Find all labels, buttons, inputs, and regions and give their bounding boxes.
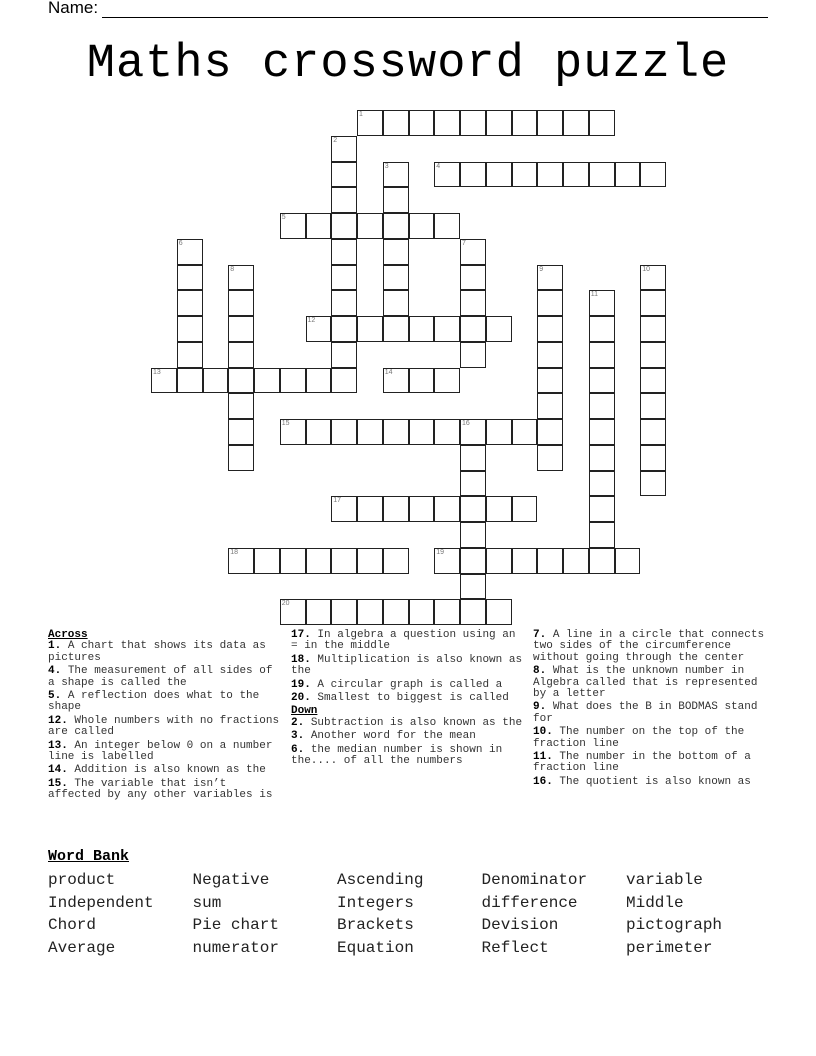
- clue-number: 15: [281, 420, 290, 427]
- grid-cell[interactable]: [563, 548, 589, 574]
- grid-cell[interactable]: [177, 290, 203, 316]
- name-label: Name:: [48, 0, 99, 17]
- grid-cell[interactable]: [486, 599, 512, 625]
- grid-cell[interactable]: [383, 239, 409, 265]
- clue-down-16: 16. The quotient is also known as: [533, 775, 751, 788]
- grid-cell[interactable]: [434, 496, 460, 522]
- grid-cell[interactable]: [486, 162, 512, 188]
- grid-cell[interactable]: [589, 290, 615, 316]
- grid-cell[interactable]: [409, 110, 435, 136]
- clue-across-20: 20. Smallest to biggest is called: [291, 692, 509, 705]
- grid-cell[interactable]: [460, 496, 486, 522]
- grid-cell[interactable]: [537, 342, 563, 368]
- word-bank-item: Ascending: [337, 871, 424, 889]
- grid-cell[interactable]: [383, 316, 409, 342]
- grid-cell[interactable]: [537, 290, 563, 316]
- grid-cell[interactable]: [460, 342, 486, 368]
- grid-cell[interactable]: [434, 368, 460, 394]
- grid-cell[interactable]: [537, 162, 563, 188]
- grid-cell[interactable]: [434, 599, 460, 625]
- grid-cell[interactable]: [589, 162, 615, 188]
- grid-cell[interactable]: [434, 419, 460, 445]
- grid-cell[interactable]: [589, 496, 615, 522]
- grid-cell[interactable]: [331, 599, 357, 625]
- clue-number: 10: [642, 265, 651, 273]
- grid-cell[interactable]: [331, 419, 357, 445]
- grid-cell[interactable]: [383, 496, 409, 522]
- grid-cell[interactable]: [589, 419, 615, 445]
- grid-cell[interactable]: [615, 548, 641, 574]
- grid-cell[interactable]: [486, 316, 512, 342]
- grid-cell[interactable]: [306, 599, 332, 625]
- grid-cell[interactable]: [331, 265, 357, 291]
- clue-number: 7: [462, 239, 466, 247]
- grid-cell[interactable]: [280, 419, 306, 445]
- grid-cell[interactable]: [228, 393, 254, 419]
- clue-down-7: 7. A line in a circle that connects two sides of the circumference without going through the center: [533, 629, 765, 664]
- clue-number: 6: [178, 239, 183, 247]
- grid-cell[interactable]: [589, 471, 615, 497]
- clue-number: 12: [307, 317, 316, 324]
- word-bank: [48, 869, 771, 960]
- word-bank-item: Reflect: [481, 939, 549, 958]
- grid-cell[interactable]: [460, 290, 486, 316]
- grid-cell[interactable]: [177, 239, 203, 265]
- grid-cell[interactable]: [383, 110, 409, 136]
- clue-down-10: 10. The number on the top of the fraction line: [533, 726, 745, 750]
- grid-cell[interactable]: [460, 110, 486, 136]
- clue-across-17: 17. In algebra a question using an = in the middle: [291, 629, 516, 653]
- clue-number: 2: [333, 136, 338, 144]
- grid-cell[interactable]: [434, 162, 460, 188]
- clues-column-2: [291, 630, 527, 769]
- grid-cell[interactable]: [589, 522, 615, 548]
- clue-number: 8: [230, 265, 235, 273]
- word-bank-item: Equation: [337, 939, 414, 958]
- grid-cell[interactable]: [537, 419, 563, 445]
- grid-cell[interactable]: [228, 368, 254, 394]
- grid-cell[interactable]: [280, 213, 306, 239]
- word-bank-item: perimeter: [626, 939, 713, 958]
- clue-number: 1: [359, 111, 363, 118]
- grid-cell[interactable]: [640, 445, 666, 471]
- clue-across-1: 1. A chart that shows its data as pictures: [48, 640, 266, 664]
- grid-cell[interactable]: [357, 548, 383, 574]
- grid-cell[interactable]: [331, 496, 357, 522]
- grid-cell[interactable]: [331, 239, 357, 265]
- grid-cell[interactable]: [563, 162, 589, 188]
- grid-cell[interactable]: [383, 548, 409, 574]
- grid-cell[interactable]: [280, 599, 306, 625]
- grid-cell[interactable]: [486, 548, 512, 574]
- clue-number: 17: [333, 497, 342, 505]
- grid-cell[interactable]: [460, 522, 486, 548]
- grid-cell[interactable]: [434, 110, 460, 136]
- grid-cell[interactable]: [228, 419, 254, 445]
- grid-cell[interactable]: [254, 368, 280, 394]
- word-bank-item: Chord: [48, 916, 97, 935]
- grid-cell[interactable]: [383, 599, 409, 625]
- clue-down-2: 2. Subtraction is also known as the: [291, 716, 523, 729]
- grid-cell[interactable]: [589, 110, 615, 136]
- grid-cell[interactable]: [589, 393, 615, 419]
- grid-cell[interactable]: [537, 316, 563, 342]
- grid-cell[interactable]: [563, 110, 589, 136]
- grid-cell[interactable]: [357, 419, 383, 445]
- grid-cell[interactable]: [409, 213, 435, 239]
- clue-number: 19: [436, 548, 445, 556]
- grid-cell[interactable]: [537, 548, 563, 574]
- grid-cell[interactable]: [331, 368, 357, 394]
- clue-down-8: 8. What is the unknown number in Algebra called that is represented by a letter: [533, 665, 758, 701]
- clue-across-14: 14. Addition is also known as the: [48, 764, 266, 777]
- grid-cell[interactable]: [331, 162, 357, 188]
- grid-cell[interactable]: [203, 368, 229, 394]
- grid-cell[interactable]: [640, 368, 666, 394]
- grid-cell[interactable]: [383, 368, 409, 394]
- grid-cell[interactable]: [280, 368, 306, 394]
- grid-cell[interactable]: [228, 316, 254, 342]
- grid-cell[interactable]: [228, 548, 254, 574]
- grid-cell[interactable]: [306, 419, 332, 445]
- word-bank-item: Brackets: [337, 916, 414, 935]
- grid-cell[interactable]: [589, 445, 615, 471]
- across-heading: Across: [48, 629, 88, 641]
- grid-cell[interactable]: [331, 316, 357, 342]
- clue-across-5: 5. A reflection does what to the shape: [48, 690, 260, 714]
- clue-across-13: 13. An integer below 0 on a number line is labelled: [48, 739, 273, 764]
- clue-across-4: 4. The measurement of all sides of a shape is called the: [48, 665, 273, 689]
- grid-cell[interactable]: [383, 419, 409, 445]
- grid-cell[interactable]: [512, 496, 538, 522]
- grid-cell[interactable]: [589, 548, 615, 574]
- grid-cell[interactable]: [640, 342, 666, 368]
- word-bank-item: Negative: [192, 871, 270, 889]
- grid-cell[interactable]: [177, 265, 203, 291]
- grid-cell[interactable]: [228, 342, 254, 368]
- grid-cell[interactable]: [640, 265, 666, 291]
- grid-cell[interactable]: [409, 599, 435, 625]
- word-bank-item: numerator: [192, 939, 279, 958]
- grid-cell[interactable]: [486, 419, 512, 445]
- clues-column-1: [48, 630, 284, 804]
- grid-cell[interactable]: [306, 368, 332, 394]
- grid-cell[interactable]: [640, 316, 666, 342]
- grid-cell[interactable]: [331, 290, 357, 316]
- grid-cell[interactable]: [537, 393, 563, 419]
- grid-cell[interactable]: [589, 342, 615, 368]
- grid-cell[interactable]: [460, 599, 486, 625]
- grid-cell[interactable]: [640, 419, 666, 445]
- clue-down-9: 9. What does the B in BODMAS stand for: [533, 701, 758, 725]
- clue-number: 11: [590, 291, 599, 299]
- grid-cell[interactable]: [357, 496, 383, 522]
- word-bank-item: Devision: [481, 916, 559, 935]
- grid-cell[interactable]: [460, 162, 486, 188]
- clue-number: 14: [384, 368, 393, 376]
- clue-number: 9: [539, 265, 544, 273]
- grid-cell[interactable]: [460, 239, 486, 265]
- grid-cell[interactable]: [409, 316, 435, 342]
- grid-cell[interactable]: [537, 445, 563, 471]
- down-heading: Down: [291, 705, 318, 718]
- grid-cell[interactable]: [306, 548, 332, 574]
- word-bank-item: sum: [192, 893, 222, 912]
- grid-cell[interactable]: [512, 419, 538, 445]
- grid-cell[interactable]: [383, 162, 409, 188]
- grid-cell[interactable]: [512, 548, 538, 574]
- grid-cell[interactable]: [640, 471, 666, 497]
- clue-across-12: 12. Whole numbers with no fractions are called: [48, 714, 280, 739]
- grid-cell[interactable]: [177, 368, 203, 394]
- word-bank-item: difference: [481, 893, 578, 912]
- grid-cell[interactable]: [228, 445, 254, 471]
- grid-cell[interactable]: [589, 368, 615, 394]
- clues-column-3: [533, 630, 769, 790]
- clue-number: 4: [436, 162, 441, 170]
- grid-cell[interactable]: [460, 419, 486, 445]
- grid-cell[interactable]: [280, 548, 306, 574]
- grid-cell[interactable]: [228, 265, 254, 291]
- grid-cell[interactable]: [615, 162, 641, 188]
- grid-cell[interactable]: [357, 110, 383, 136]
- grid-cell[interactable]: [357, 316, 383, 342]
- grid-cell[interactable]: [537, 368, 563, 394]
- grid-cell[interactable]: [383, 265, 409, 291]
- grid-cell[interactable]: [357, 599, 383, 625]
- grid-cell[interactable]: [331, 342, 357, 368]
- grid-cell[interactable]: [640, 162, 666, 188]
- grid-cell[interactable]: [434, 213, 460, 239]
- clue-across-19: 19. A circular graph is called a: [291, 678, 503, 691]
- grid-cell[interactable]: [486, 110, 512, 136]
- grid-cell[interactable]: [306, 213, 332, 239]
- grid-cell[interactable]: [640, 290, 666, 316]
- word-bank-item: Pie chart: [192, 916, 279, 935]
- grid-cell[interactable]: [434, 316, 460, 342]
- grid-cell[interactable]: [409, 368, 435, 394]
- clue-number: 18: [230, 548, 239, 556]
- grid-cell[interactable]: [151, 368, 177, 394]
- grid-cell[interactable]: [537, 265, 563, 291]
- word-bank-item: Independent: [48, 893, 154, 912]
- grid-cell[interactable]: [331, 136, 357, 162]
- clue-number: 3: [384, 162, 389, 170]
- grid-cell[interactable]: [177, 342, 203, 368]
- grid-cell[interactable]: [640, 393, 666, 419]
- word-bank-item: pictograph: [626, 916, 723, 935]
- grid-cell[interactable]: [306, 316, 332, 342]
- grid-cell[interactable]: [460, 316, 486, 342]
- grid-cell[interactable]: [486, 496, 512, 522]
- clue-across-15: 15. The variable that isn’t affected by any other variables is: [48, 777, 273, 802]
- page-title: Maths crossword puzzle: [86, 38, 730, 91]
- grid-cell[interactable]: [254, 548, 280, 574]
- clue-down-3: 3. Another word for the mean: [291, 730, 476, 743]
- word-bank-item: Denominator: [481, 871, 588, 889]
- word-bank-item: Average: [48, 939, 116, 958]
- clue-down-6: 6. the median number is shown in the.... of all the numbers: [291, 743, 503, 768]
- grid-cell[interactable]: [460, 471, 486, 497]
- grid-cell[interactable]: [460, 548, 486, 574]
- clue-number: 13: [153, 368, 161, 376]
- word-bank-item: product: [48, 871, 116, 889]
- grid-cell[interactable]: [512, 110, 538, 136]
- grid-cell[interactable]: [383, 187, 409, 213]
- word-bank-item: variable: [626, 871, 703, 889]
- grid-cell[interactable]: [512, 162, 538, 188]
- clue-number: 16: [462, 420, 470, 427]
- grid-cell[interactable]: [331, 548, 357, 574]
- grid-cell[interactable]: [331, 187, 357, 213]
- grid-cell[interactable]: [228, 290, 254, 316]
- clue-across-18: 18. Multiplication is also known as the: [291, 653, 523, 678]
- word-bank-heading: Word Bank: [48, 848, 130, 865]
- grid-cell[interactable]: [460, 445, 486, 471]
- grid-cell[interactable]: [357, 213, 383, 239]
- grid-cell[interactable]: [383, 213, 409, 239]
- grid-cell[interactable]: [460, 265, 486, 291]
- grid-cell[interactable]: [434, 548, 460, 574]
- word-bank-item: Integers: [337, 893, 414, 912]
- grid-cell[interactable]: [331, 213, 357, 239]
- grid-cell[interactable]: [383, 290, 409, 316]
- grid-cell[interactable]: [409, 419, 435, 445]
- grid-cell[interactable]: [589, 316, 615, 342]
- clue-number: 5: [281, 214, 286, 221]
- grid-cell[interactable]: [537, 110, 563, 136]
- word-bank-item: Middle: [626, 893, 684, 912]
- clue-number: 20: [281, 600, 290, 608]
- grid-cell[interactable]: [177, 316, 203, 342]
- grid-cell[interactable]: [409, 496, 435, 522]
- clue-down-11: 11. The number in the bottom of a fraction line: [533, 751, 751, 775]
- grid-cell[interactable]: [460, 574, 486, 600]
